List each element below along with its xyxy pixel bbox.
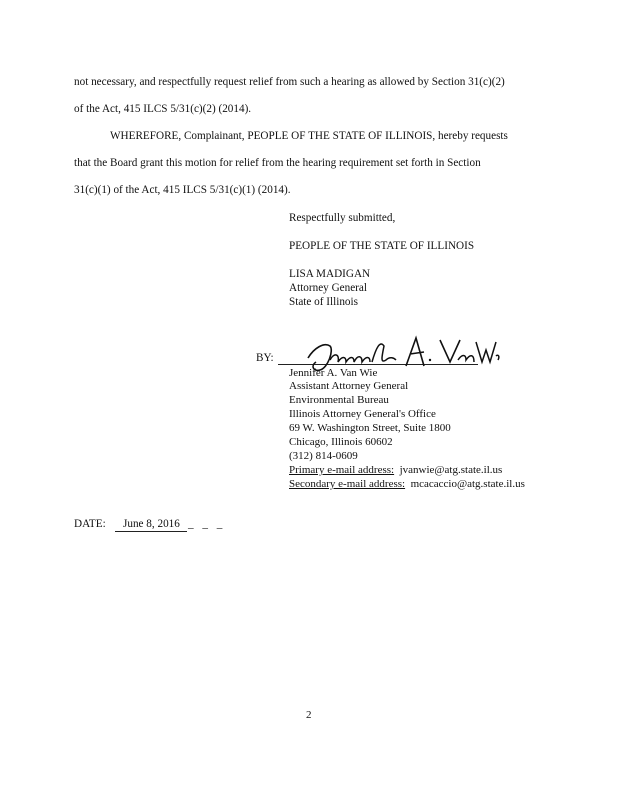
party-name: PEOPLE OF THE STATE OF ILLINOIS [289, 240, 475, 252]
signer-phone: (312) 814-0609 [289, 450, 358, 462]
attorney-general-name: LISA MADIGAN [289, 268, 371, 280]
date-underline [115, 531, 187, 532]
signer-name: Jennifer A. Van Wie [289, 367, 378, 379]
date-label: DATE: [74, 518, 106, 530]
secondary-email-row [289, 479, 525, 490]
signer-street: 69 W. Washington Street, Suite 1800 [289, 422, 451, 434]
secondary-email[interactable]: mcacaccio@atg.state.il.us [410, 478, 525, 490]
body-line-2: of the Act, 415 ILCS 5/31(c)(2) (2014). [74, 103, 252, 115]
body-line-5: 31(c)(1) of the Act, 415 ILCS 5/31(c)(1) (2014). [74, 184, 291, 196]
signer-bureau: Environmental Bureau [289, 394, 389, 406]
attorney-general-state: State of Illinois [289, 296, 358, 308]
by-label: BY: [256, 352, 274, 364]
date-trailing-dashes: _ _ _ [188, 518, 226, 530]
primary-email[interactable]: jvanwie@atg.state.il.us [399, 464, 503, 476]
page-number: 2 [306, 709, 312, 721]
secondary-email-label: Secondary e-mail address: [289, 478, 406, 490]
signer-title: Assistant Attorney General [289, 380, 409, 392]
signer-office: Illinois Attorney General's Office [289, 408, 436, 420]
attorney-general-title: Attorney General [289, 282, 367, 294]
body-line-4: that the Board grant this motion for relief from the hearing requirement set forth in Section [74, 157, 481, 169]
respectfully-submitted: Respectfully submitted, [289, 212, 396, 224]
primary-email-label: Primary e-mail address: [289, 464, 395, 476]
body-line-1: not necessary, and respectfully request relief from such a hearing as allowed by Section 31(c)(2) [74, 76, 505, 88]
signer-city: Chicago, Illinois 60602 [289, 436, 393, 448]
primary-email-row [289, 465, 502, 476]
wherefore-line: WHEREFORE, Complainant, PEOPLE OF THE STATE OF ILLINOIS, hereby requests [110, 130, 508, 142]
date-value: June 8, 2016 [123, 518, 180, 530]
